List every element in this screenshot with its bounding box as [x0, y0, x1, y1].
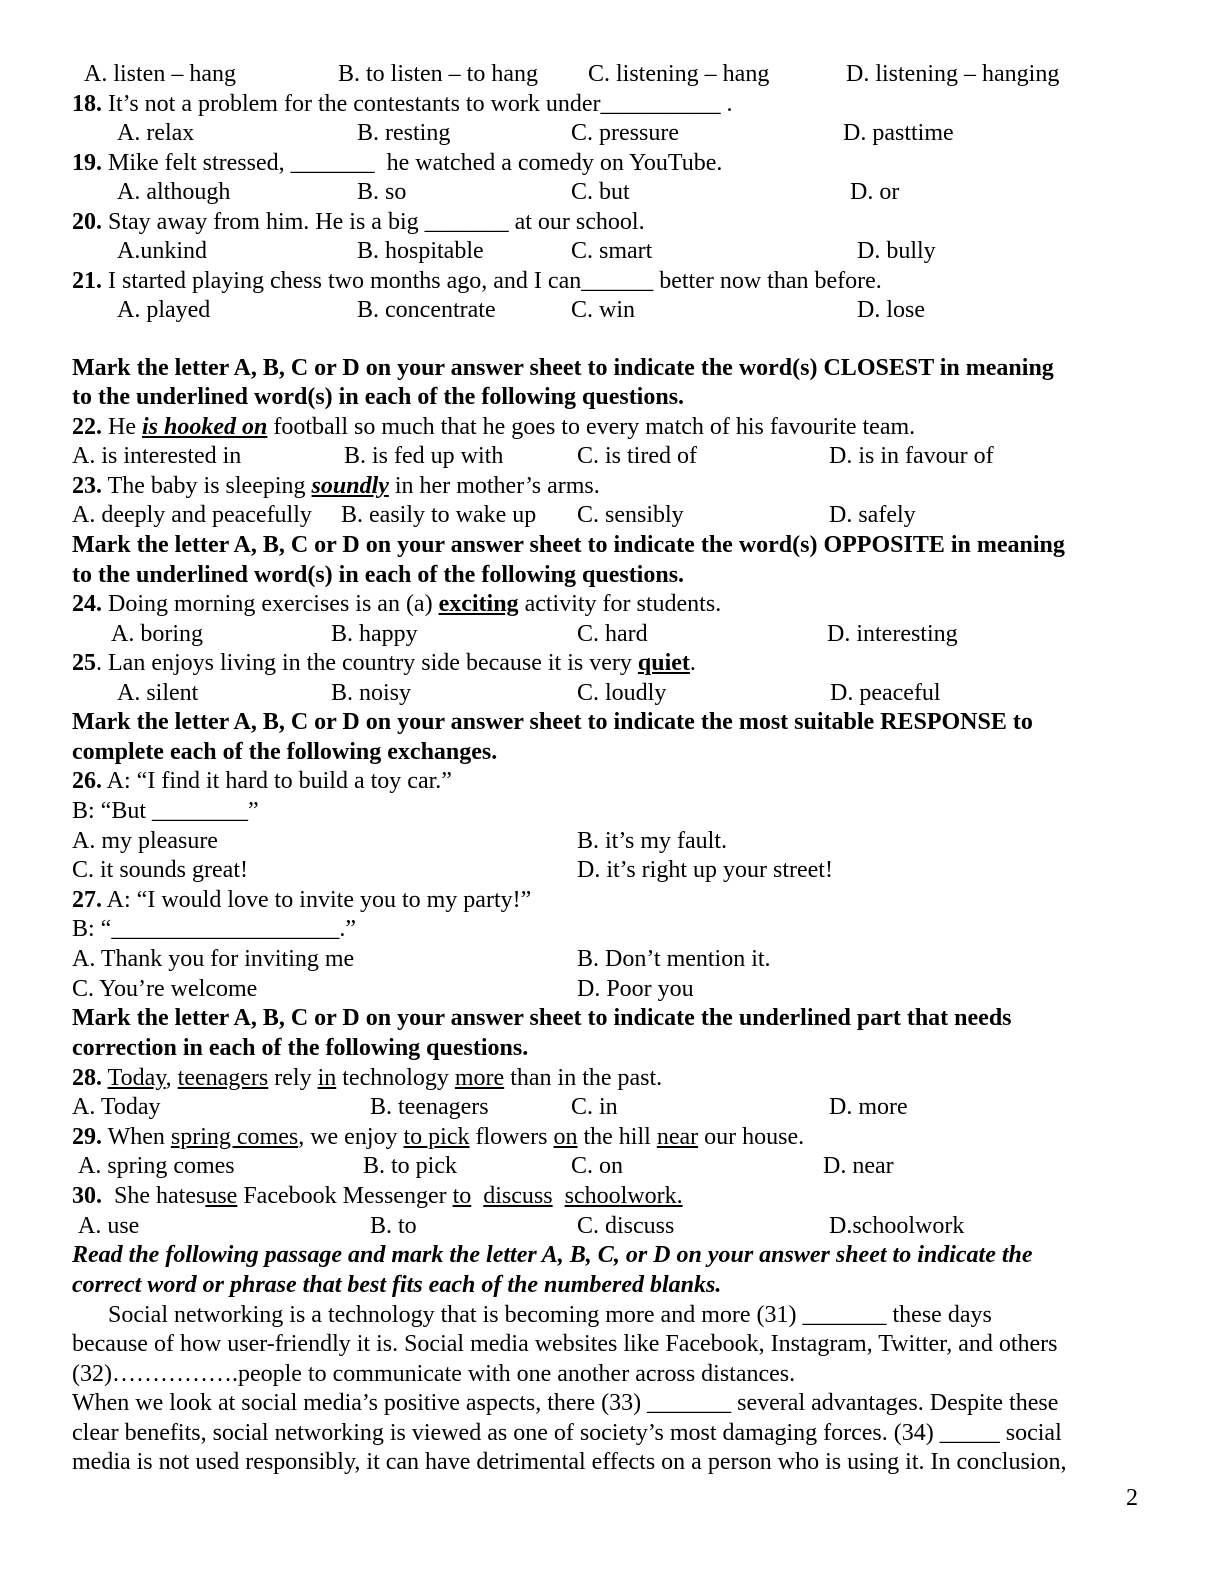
q23-option-c: C. sensibly [577, 502, 684, 528]
q23-text-pre: The baby is sleeping [102, 473, 312, 499]
q21-stem [72, 266, 882, 296]
q27-line-a [72, 885, 531, 915]
q28-option-b: B. teenagers [370, 1094, 489, 1120]
q27-option-a: A. Thank you for inviting me [72, 946, 355, 972]
q29-underlined-c: on [553, 1124, 578, 1150]
q23-text-post: in her mother’s arms. [388, 473, 600, 499]
q20-option-a: A.unkind [117, 238, 207, 264]
passage-line: because of how user-friendly it is. Social media websites like Facebook, Instagram, Twitter, and others [72, 1331, 1058, 1357]
q21-number: 21. [72, 268, 102, 294]
q25-text-post: . [689, 650, 696, 676]
q22-option-a: A. is interested in [72, 443, 242, 469]
q26-line-a [72, 766, 452, 796]
q24-option-d: D. interesting [827, 621, 958, 647]
q30-number: 30. [72, 1183, 102, 1209]
passage-line: Social networking is a technology that is becoming more and more (31) _______ these days [72, 1302, 992, 1328]
q26-option-b: B. it’s my fault. [577, 828, 727, 854]
q23-option-d: D. safely [829, 502, 916, 528]
q24-text-post: activity for students. [518, 591, 722, 617]
q29-text: the hill [577, 1124, 657, 1150]
q30-option-c: C. discuss [577, 1213, 675, 1239]
q20-number: 20. [72, 209, 102, 235]
section-closest-line1: Mark the letter A, B, C or D on your answer sheet to indicate the word(s) CLOSEST in meaning [72, 355, 1054, 381]
section-response-line2: complete each of the following exchanges. [72, 739, 498, 765]
q30-text [471, 1183, 483, 1209]
q30-underlined-d: schoolwork. [564, 1183, 683, 1209]
q29-underlined-a: spring comes [170, 1124, 299, 1150]
q28-text: than in the past. [504, 1065, 663, 1091]
q29-text: our house. [698, 1124, 805, 1150]
q25-option-d: D. peaceful [830, 680, 941, 706]
q18-option-d: D. pasttime [843, 120, 954, 146]
q17-option-c: C. listening – hang [588, 61, 770, 87]
q29-underlined-b: to pick [403, 1124, 470, 1150]
q25-option-c: C. loudly [577, 680, 667, 706]
q28-text: , [165, 1065, 178, 1091]
q22-stem [72, 412, 915, 442]
q30-text [553, 1183, 565, 1209]
section-opposite-line2: to the underlined word(s) in each of the following questions. [72, 562, 685, 588]
q21-option-b: B. concentrate [357, 297, 496, 323]
q29-stem [72, 1122, 804, 1152]
q19-option-b: B. so [357, 179, 407, 205]
q19-option-c: C. but [571, 179, 630, 205]
q28-underlined-a: Today [107, 1065, 166, 1091]
q28-text: rely [268, 1065, 318, 1091]
q28-underlined-b: teenagers [177, 1065, 269, 1091]
q20-option-b: B. hospitable [357, 238, 484, 264]
section-response-line1: Mark the letter A, B, C or D on your answer sheet to indicate the most suitable RESPONSE to [72, 709, 1033, 735]
q22-text-pre: He [102, 414, 142, 440]
q28-underlined-d: more [454, 1065, 505, 1091]
q22-option-c: C. is tired of [577, 443, 697, 469]
q27-speaker-b: B: “___________________.” [72, 916, 356, 942]
q29-option-b: B. to pick [363, 1153, 457, 1179]
q23-stem [72, 471, 600, 501]
q20-text: Stay away from him. He is a big _______ at our school. [102, 209, 645, 235]
q22-underlined-word: is hooked on [141, 414, 268, 440]
q30-option-a: A. use [78, 1213, 140, 1239]
q30-option-d: D.schoolwork [829, 1213, 965, 1239]
q17-option-b: B. to listen – to hang [338, 61, 538, 87]
q28-underlined-c: in [317, 1065, 337, 1091]
q25-text-pre: . Lan enjoys living in the country side because it is very [96, 650, 638, 676]
q29-option-c: C. on [571, 1153, 624, 1179]
q27-option-c: C. You’re welcome [72, 976, 258, 1002]
q29-text: , we enjoy [298, 1124, 404, 1150]
q26-option-d: D. it’s right up your street! [577, 857, 833, 883]
q19-text: Mike felt stressed, _______ he watched a comedy on YouTube. [102, 150, 723, 176]
q30-underlined-c: discuss [483, 1183, 553, 1209]
passage-line: clear benefits, social networking is viewed as one of society’s most damaging forces. (34) _____ social [72, 1420, 1062, 1446]
q24-option-c: C. hard [577, 621, 648, 647]
q30-underlined-b: to [452, 1183, 472, 1209]
q29-option-d: D. near [823, 1153, 894, 1179]
q23-underlined-word: soundly [311, 473, 389, 499]
q28-text: technology [336, 1065, 455, 1091]
q19-number: 19. [72, 150, 102, 176]
q24-text-pre: Doing morning exercises is an (a) [102, 591, 439, 617]
q22-text-post: football so much that he goes to every match of his favourite team. [267, 414, 916, 440]
q22-option-b: B. is fed up with [344, 443, 504, 469]
q28-option-c: C. in [571, 1094, 618, 1120]
q18-text: It’s not a problem for the contestants to work under__________ . [102, 91, 733, 117]
q28-stem [72, 1063, 662, 1093]
q21-option-c: C. win [571, 297, 636, 323]
q26-speaker-b: B: “But ________” [72, 798, 259, 824]
q30-text: She hates [102, 1183, 206, 1209]
passage-line: media is not used responsibly, it can have detrimental effects on a person who is using it. In conclusion, [72, 1449, 1067, 1475]
q19-option-a: A. although [117, 179, 231, 205]
q29-underlined-d: near [656, 1124, 699, 1150]
q20-option-d: D. bully [857, 238, 936, 264]
section-correction-line2: correction in each of the following questions. [72, 1035, 529, 1061]
q23-option-b: B. easily to wake up [341, 502, 537, 528]
section-closest-line2: to the underlined word(s) in each of the following questions. [72, 384, 685, 410]
q22-number: 22. [72, 414, 102, 440]
q27-option-d: D. Poor you [577, 976, 694, 1002]
q24-number: 24. [72, 591, 102, 617]
q29-option-a: A. spring comes [78, 1153, 235, 1179]
q25-option-a: A. silent [117, 680, 199, 706]
passage-line: When we look at social media’s positive aspects, there (33) _______ several advantages. Despite these [72, 1390, 1059, 1416]
section-correction-line1: Mark the letter A, B, C or D on your answer sheet to indicate the underlined part that needs [72, 1005, 1012, 1031]
q21-option-a: A. played [117, 297, 211, 323]
q29-number: 29. [72, 1124, 102, 1150]
q18-option-c: C. pressure [571, 120, 679, 146]
q26-option-c: C. it sounds great! [72, 857, 248, 883]
q30-underlined-a: use [205, 1183, 238, 1209]
q24-option-b: B. happy [331, 621, 418, 647]
q26-option-a: A. my pleasure [72, 828, 218, 854]
q29-text: flowers [469, 1124, 554, 1150]
q21-text: I started playing chess two months ago, and I can______ better now than before. [102, 268, 882, 294]
q26-speaker-a: A: “I find it hard to build a toy car.” [102, 768, 452, 794]
q27-speaker-a: A: “I would love to invite you to my party!” [102, 887, 532, 913]
section-reading-line2: correct word or phrase that best fits each of the numbered blanks. [72, 1272, 722, 1298]
q20-option-c: C. smart [571, 238, 653, 264]
q26-number: 26. [72, 768, 102, 794]
q19-stem [72, 148, 722, 178]
q25-number: 25 [72, 650, 96, 676]
q18-option-b: B. resting [357, 120, 451, 146]
q27-number: 27. [72, 887, 102, 913]
q21-option-d: D. lose [857, 297, 925, 323]
q25-stem [72, 648, 696, 678]
q23-number: 23. [72, 473, 102, 499]
q30-option-b: B. to [370, 1213, 417, 1239]
q18-number: 18. [72, 91, 102, 117]
page-number: 2 [1126, 1485, 1138, 1511]
q28-option-a: A. Today [72, 1094, 161, 1120]
q24-underlined-word: exciting [438, 591, 519, 617]
q24-option-a: A. boring [111, 621, 203, 647]
q27-option-b: B. Don’t mention it. [577, 946, 771, 972]
q25-underlined-word: quiet [637, 650, 690, 676]
q30-text: Facebook Messenger [237, 1183, 453, 1209]
q28-option-d: D. more [829, 1094, 908, 1120]
section-opposite-line1: Mark the letter A, B, C or D on your answer sheet to indicate the word(s) OPPOSITE in meaning [72, 532, 1065, 558]
q30-stem [72, 1181, 683, 1211]
q22-option-d: D. is in favour of [829, 443, 994, 469]
q17-option-a: A. listen – hang [84, 61, 236, 87]
q18-stem [72, 89, 733, 119]
q25-option-b: B. noisy [331, 680, 412, 706]
section-reading-line1: Read the following passage and mark the letter A, B, C, or D on your answer sheet to indicate the [72, 1242, 1033, 1268]
q23-option-a: A. deeply and peacefully [72, 502, 312, 528]
q28-number: 28. [72, 1065, 102, 1091]
q19-option-d: D. or [850, 179, 900, 205]
q24-stem [72, 589, 721, 619]
q20-stem [72, 207, 645, 237]
q29-text: When [102, 1124, 171, 1150]
passage-line: (32)…………….people to communicate with one another across distances. [72, 1361, 796, 1387]
q18-option-a: A. relax [117, 120, 195, 146]
q17-option-d: D. listening – hanging [846, 61, 1060, 87]
